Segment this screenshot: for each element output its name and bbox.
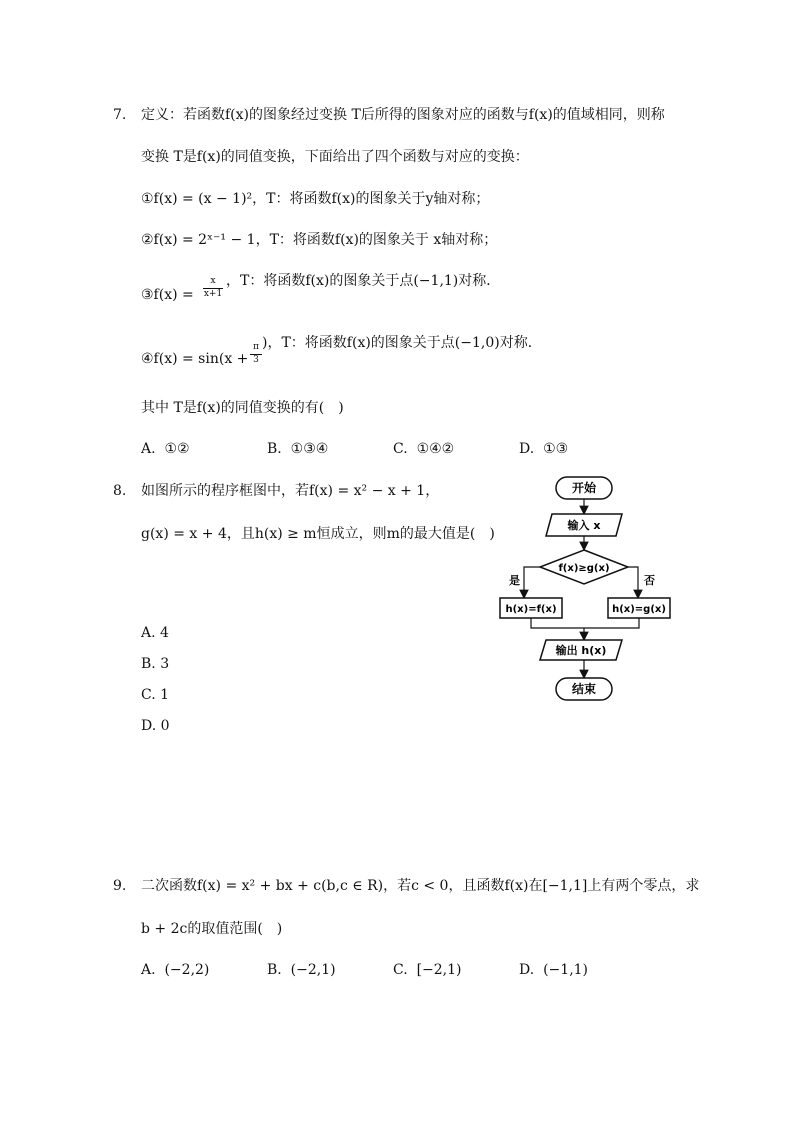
q7-item3-numerator [203,276,223,300]
q7-item3-prefix: ③f(x) = [141,287,194,303]
flowchart-yes-label: 是 [509,574,520,587]
option-label: B. [267,441,282,457]
q7-item2: ②f(x) = 2ˣ⁻¹ − 1，T：将函数f(x)的图象关于 x轴对称； [141,232,498,248]
q8-option-d: D. 0 [141,718,170,734]
flowchart-output-label: 输出 h(x) [555,644,607,657]
option-text: ①③④ [290,441,329,457]
flowchart [498,474,674,704]
q9-option-c [393,961,462,979]
q7-item3-num-text: x [210,276,216,286]
q7-option-c [393,440,454,458]
q7-stem: 其中 T是f(x)的同值变换的有( ) [141,400,344,416]
q9-option-d [519,961,588,979]
q7-item4-suffix: )，T：将函数f(x)的图象关于点(−1,0)对称． [262,335,542,351]
option-label: A. [141,441,156,457]
q7-option-a [141,440,190,458]
q8-number: 8. [113,483,127,499]
q7-line2: 变换 T是f(x)的同值变换，下面给出了四个函数与对应的变换： [141,149,529,165]
option-text: ①③ [543,441,569,457]
q7-line1: 定义：若函数f(x)的图象经过变换 T后所得的图象对应的函数与f(x)的值域相同，则称 [141,107,665,123]
q7-number: 7. [113,107,127,123]
q9-line1: 二次函数f(x) = x² + bx + c(b,c ∈ R)，若c < 0，且函数f(x)在[−1,1]上有两个零点，求 [141,878,700,894]
option-text: (−2,1) [290,962,336,978]
flowchart-no-path [628,567,638,598]
q7-item4-prefix: ④f(x) = sin(x + [141,351,249,367]
q8-line2: g(x) = x + 4，且h(x) ≥ m恒成立，则m的最大值是( ) [141,526,495,542]
flowchart-merge-path [531,618,639,628]
q9-line2: b + 2c的取值范围( ) [141,921,283,937]
flowchart-left-box-label: h(x)=f(x) [505,604,557,615]
option-text: [−2,1) [416,962,462,978]
flowchart-end-label: 结束 [571,682,597,696]
q9-option-b [267,961,336,979]
q8-option-c: C. 1 [141,687,170,703]
flowchart-decision-label: f(x)≥g(x) [558,563,610,574]
q7-option-b [267,440,328,458]
option-label: C. [393,441,408,457]
flowchart-no-label: 否 [644,574,655,587]
option-text: ①④② [416,441,455,457]
q8-option-b: B. 3 [141,656,170,672]
q7-option-d [519,440,568,458]
flowchart-start-label: 开始 [571,481,597,495]
option-text: (−1,1) [543,962,589,978]
q7-item4-den-text: 3 [253,355,259,365]
option-text: (−2,2) [164,962,210,978]
option-label: A. [141,962,156,978]
q7-item4-num-text: π [253,342,259,352]
flowchart-yes-path [524,567,540,598]
q7-item1: ①f(x) = (x − 1)²，T：将函数f(x)的图象关于y轴对称； [141,191,490,207]
q7-item3-suffix: ，T：将函数f(x)的图象关于点(−1,1)对称． [226,273,501,289]
option-label: B. [267,962,282,978]
flowchart-right-box-label: h(x)=g(x) [612,604,666,615]
option-label: D. [519,962,535,978]
q7-item4-fraction [250,342,262,366]
option-label: D. [519,441,535,457]
option-label: C. [393,962,408,978]
option-text: ①② [164,441,190,457]
q9-number: 9. [113,878,127,894]
q8-line1: 如图所示的程序框图中，若f(x) = x² − x + 1， [141,483,440,499]
q9-option-a [141,961,209,979]
q8-option-a: A. 4 [141,625,169,641]
q7-item3-den-text: x+1 [203,289,223,299]
flowchart-input-label: 输入 x [567,519,601,532]
